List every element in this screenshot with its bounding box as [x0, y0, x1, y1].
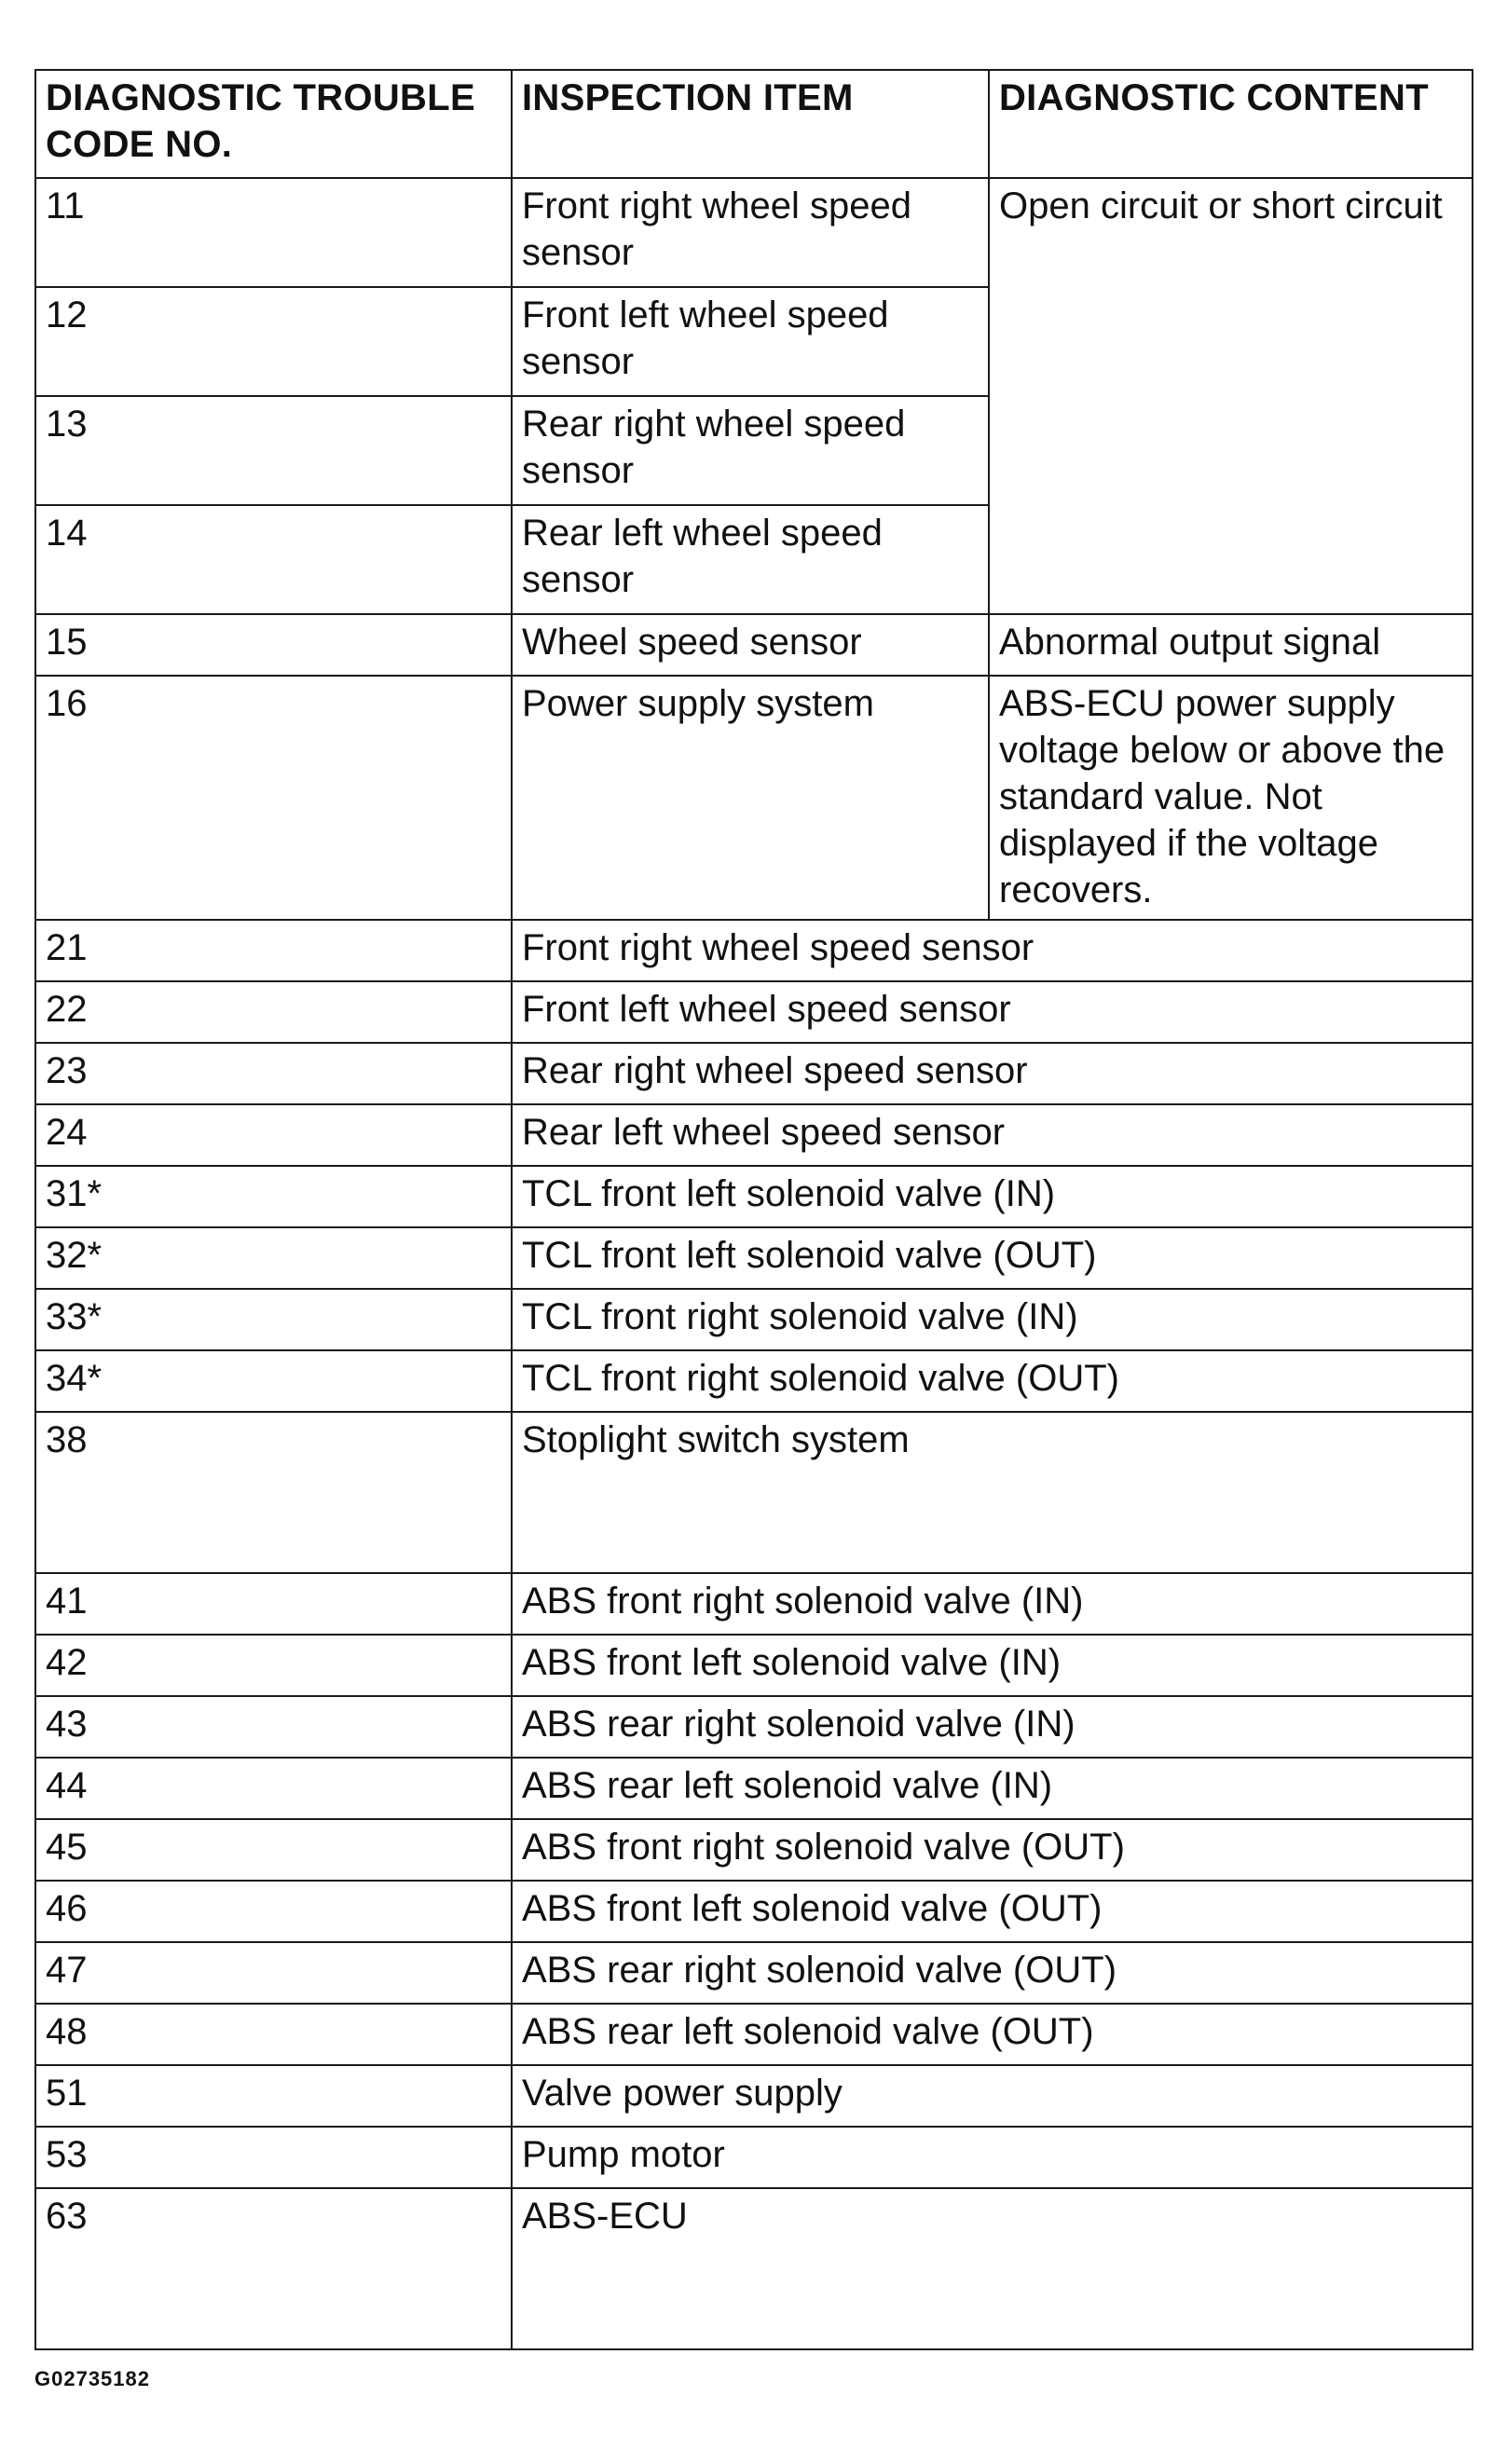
code-cell: 21: [35, 920, 512, 981]
table-row: [35, 1819, 1473, 1881]
table-row: [35, 1942, 1473, 2004]
table-row: [35, 676, 1473, 920]
inspection-item-cell: Rear left wheel speed sensor: [512, 505, 989, 614]
inspection-item-cell: ABS rear left solenoid valve (IN): [512, 1758, 1473, 1819]
span-rows-body: [35, 920, 1473, 2349]
code-cell: 22: [35, 981, 512, 1043]
code-cell: 41: [35, 1573, 512, 1635]
code-cell: 15: [35, 614, 512, 676]
header-inspection-item: INSPECTION ITEM: [512, 70, 989, 178]
table-row: [35, 981, 1473, 1043]
code-cell: 63: [35, 2188, 512, 2349]
table-row: [35, 920, 1473, 981]
header-code-no: DIAGNOSTIC TROUBLE CODE NO.: [35, 70, 512, 178]
code-cell: 53: [35, 2127, 512, 2188]
code-cell: 23: [35, 1043, 512, 1104]
code-cell: 38: [35, 1412, 512, 1573]
diagnostic-content-cell: Open circuit or short circuit: [989, 178, 1473, 614]
inspection-item-cell: ABS front left solenoid valve (IN): [512, 1635, 1473, 1696]
code-cell: 11: [35, 178, 512, 287]
code-cell: 47: [35, 1942, 512, 2004]
table-row: [35, 178, 1473, 287]
table-row: [35, 1881, 1473, 1942]
table-row: [35, 1412, 1473, 1573]
inspection-item-cell: Valve power supply: [512, 2065, 1473, 2127]
code-cell: 46: [35, 1881, 512, 1942]
code-cell: 51: [35, 2065, 512, 2127]
inspection-item-cell: ABS rear right solenoid valve (IN): [512, 1696, 1473, 1758]
table-row: [35, 1104, 1473, 1166]
table-row: [35, 1696, 1473, 1758]
inspection-item-cell: Rear right wheel speed sensor: [512, 396, 989, 505]
table-row: [35, 2004, 1473, 2065]
inspection-item-cell: Rear left wheel speed sensor: [512, 1104, 1473, 1166]
code-cell: 31*: [35, 1166, 512, 1227]
code-cell: 48: [35, 2004, 512, 2065]
code-cell: 43: [35, 1696, 512, 1758]
code-cell: 16: [35, 676, 512, 920]
table-row: [35, 1635, 1473, 1696]
inspection-item-cell: TCL front left solenoid valve (IN): [512, 1166, 1473, 1227]
inspection-item-cell: TCL front left solenoid valve (OUT): [512, 1227, 1473, 1289]
inspection-item-cell: TCL front right solenoid valve (OUT): [512, 1350, 1473, 1412]
inspection-item-cell: ABS front left solenoid valve (OUT): [512, 1881, 1473, 1942]
inspection-item-cell: ABS front right solenoid valve (IN): [512, 1573, 1473, 1635]
table-row: [35, 2065, 1473, 2127]
inspection-item-cell: ABS front right solenoid valve (OUT): [512, 1819, 1473, 1881]
code-cell: 45: [35, 1819, 512, 1881]
table-row: [35, 1350, 1473, 1412]
inspection-item-cell: TCL front right solenoid valve (IN): [512, 1289, 1473, 1350]
code-cell: 44: [35, 1758, 512, 1819]
table-row: [35, 1758, 1473, 1819]
code-cell: 24: [35, 1104, 512, 1166]
table-row: [35, 1289, 1473, 1350]
code-cell: 32*: [35, 1227, 512, 1289]
inspection-item-cell: Wheel speed sensor: [512, 614, 989, 676]
table-row: [35, 1573, 1473, 1635]
code-cell: 13: [35, 396, 512, 505]
table-row: [35, 614, 1473, 676]
diagnostic-content-cell: ABS-ECU power supply voltage below or above the standard value. Not displayed if the voltage recovers.: [989, 676, 1473, 920]
table-row: [35, 2188, 1473, 2349]
inspection-item-cell: Pump motor: [512, 2127, 1473, 2188]
code-cell: 42: [35, 1635, 512, 1696]
table-row: [35, 1227, 1473, 1289]
inspection-item-cell: Stoplight switch system: [512, 1412, 1473, 1573]
inspection-item-cell: ABS-ECU: [512, 2188, 1473, 2349]
inspection-item-cell: ABS rear right solenoid valve (OUT): [512, 1942, 1473, 2004]
diagnostic-trouble-code-table: [34, 69, 1473, 2350]
inspection-item-cell: Front right wheel speed sensor: [512, 178, 989, 287]
inspection-item-cell: Front right wheel speed sensor: [512, 920, 1473, 981]
code-cell: 34*: [35, 1350, 512, 1412]
code-cell: 12: [35, 287, 512, 396]
inspection-item-cell: ABS rear left solenoid valve (OUT): [512, 2004, 1473, 2065]
inspection-item-cell: Rear right wheel speed sensor: [512, 1043, 1473, 1104]
code-cell: 33*: [35, 1289, 512, 1350]
inspection-item-cell: Front left wheel speed sensor: [512, 287, 989, 396]
table-header-row: [35, 70, 1473, 178]
table-row: [35, 1166, 1473, 1227]
table-row: [35, 1043, 1473, 1104]
inspection-item-cell: Front left wheel speed sensor: [512, 981, 1473, 1043]
table-row: [35, 2127, 1473, 2188]
diagnostic-content-cell: Abnormal output signal: [989, 614, 1473, 676]
code-cell: 14: [35, 505, 512, 614]
header-diagnostic-content: DIAGNOSTIC CONTENT: [989, 70, 1473, 178]
inspection-item-cell: Power supply system: [512, 676, 989, 920]
figure-id-label: G02735182: [34, 2367, 150, 2390]
